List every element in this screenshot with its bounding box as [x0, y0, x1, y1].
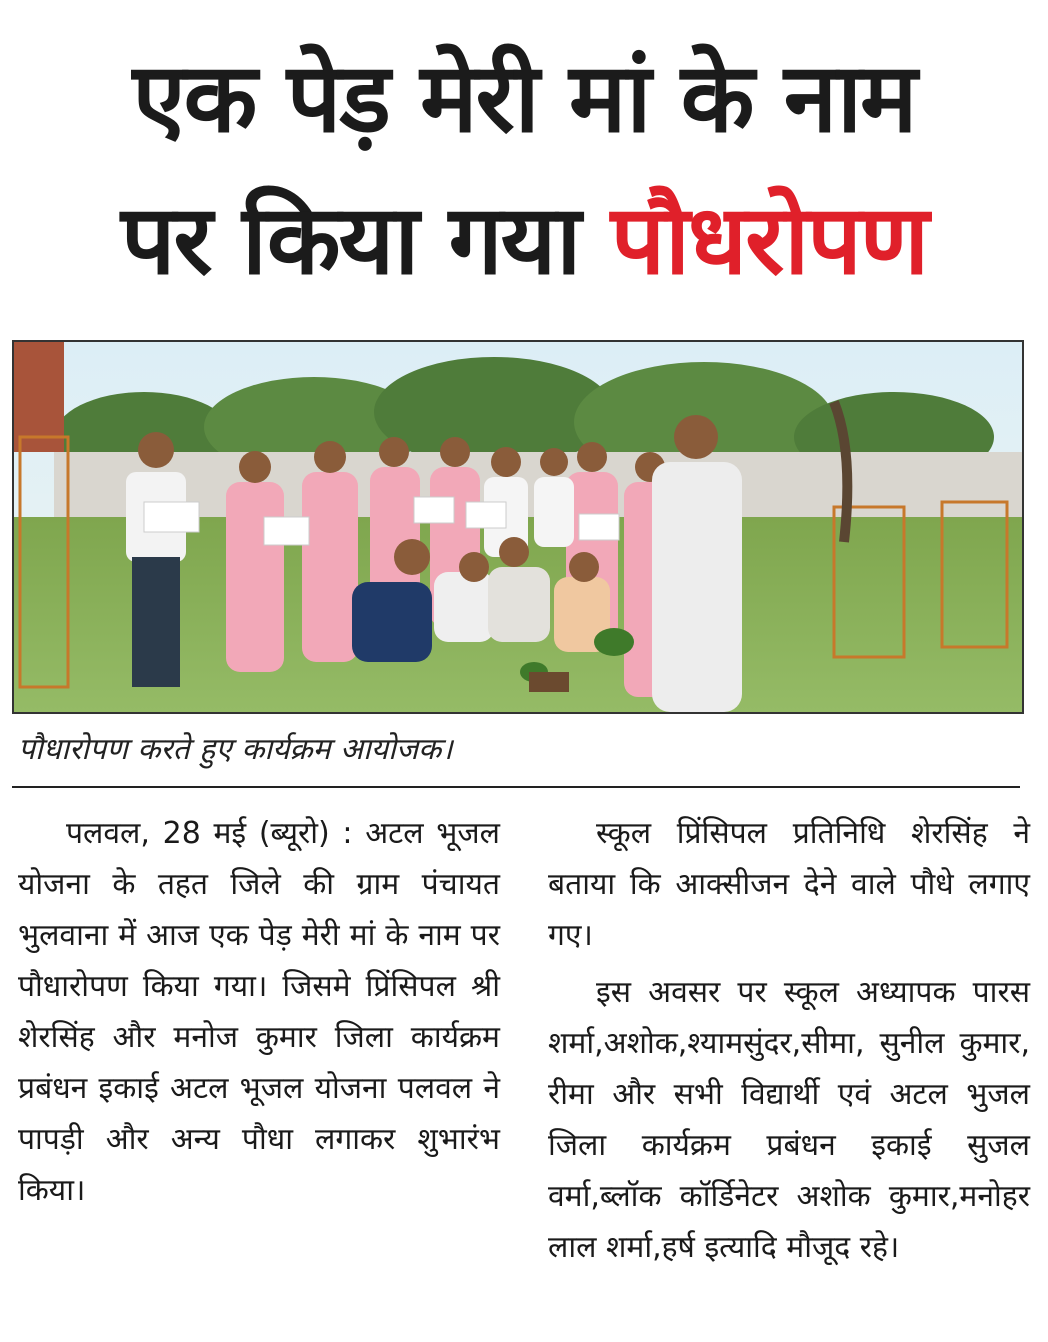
photo-caption: पौधारोपण करते हुए कार्यक्रम आयोजक। [18, 732, 453, 767]
article-column-left [18, 808, 500, 1222]
caption-divider [12, 786, 1020, 788]
right-paragraph-2: इस अवसर पर स्कूल अध्यापक पारस शर्मा,अशोक,श्यामसुंदर,सीमा, सुनील कुमार, रीमा और सभी विद्यार्थी एवं अटल भुजल जिला कार्यक्रम प्रबंधन इकाई सुजल वर्मा,ब्लॉक कॉर्डिनेटर अशोक कुमार,मनोहर लाल शर्मा,हर्ष इत्यादि मौजूद रहे। [548, 975, 1030, 1265]
headline-line-1: एक पेड़ मेरी मां के नाम [132, 42, 916, 154]
photo-illustration [14, 342, 1022, 712]
left-paragraph-1: पलवल, 28 मई (ब्यूरो) : अटल भूजल योजना के तहत जिले की ग्राम पंचायत भुलवाना में आज एक पेड़ मेरी मां के नाम पर पौधारोपण किया गया। जिसमे प्रिंसिपल श्री शेरसिंह और मनोज कुमार जिला कार्यक्रम प्रबंधन इकाई अटल भूजल योजना पलवल ने पापड़ी और अन्य पौधा लगाकर शुभारंभ किया। [18, 816, 500, 1208]
article-column-right [548, 808, 1030, 1279]
tree-planting-photo [12, 340, 1024, 714]
headline-line-2-black: पर किया गया [120, 184, 611, 296]
right-paragraph-1: स्कूल प्रिंसिपल प्रतिनिधि शेरसिंह ने बताया कि आक्सीजन देने वाले पौधे लगाए गए। [548, 816, 1030, 953]
soil-pit [529, 672, 569, 692]
headline-line-2 [0, 180, 1048, 300]
headline-highlight: पौधरोपण [610, 184, 928, 296]
